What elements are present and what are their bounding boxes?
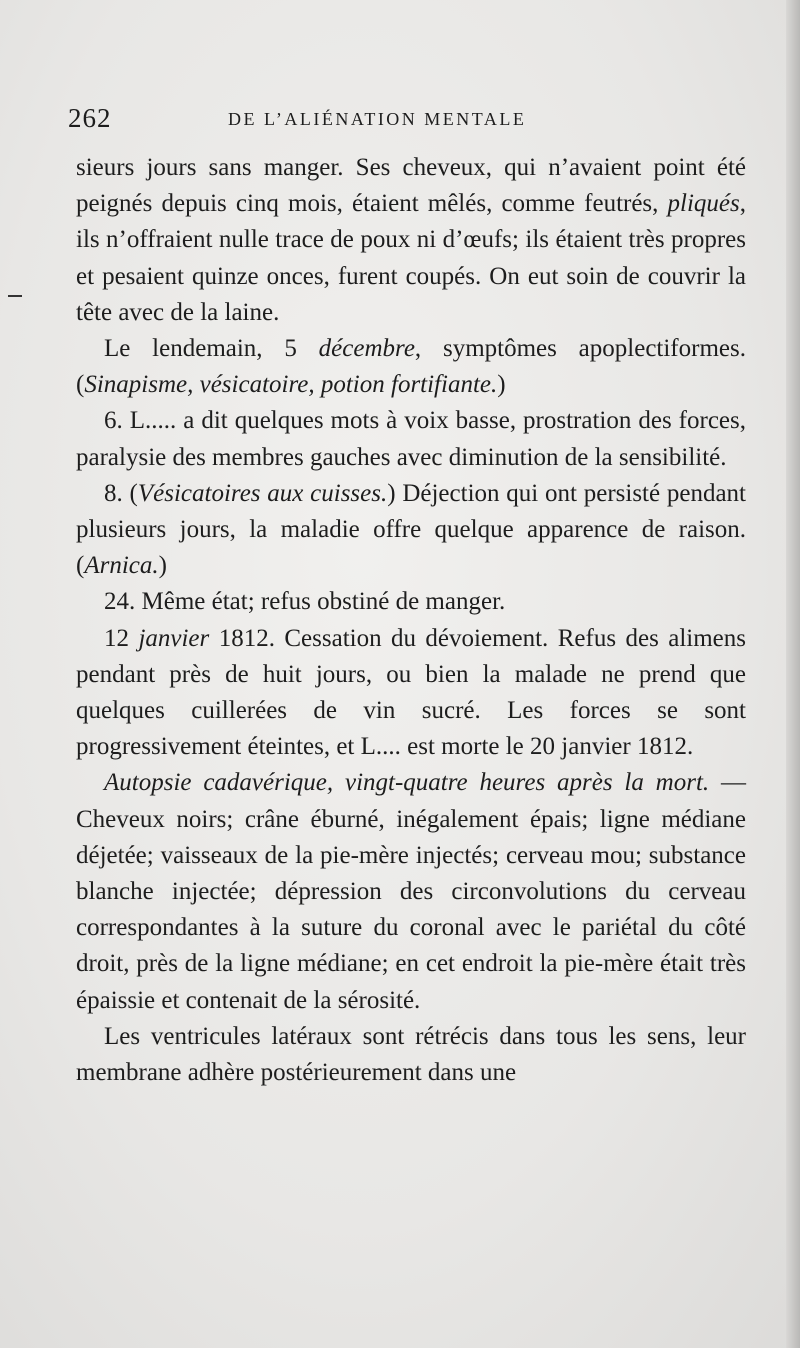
- paragraph-2: Le lendemain, 5 décembre, symptômes apoplectiformes. (Sinapisme, vésicatoire, potion fortifiante.): [76, 335, 746, 399]
- paragraph-6: 12 janvier 1812. Cessation du dévoiement. Refus des alimens pendant près de huit jours, ou bien la malade ne prend que quelques cuillerées de vin sucré. Les forces se sont progressivement éteintes, et L.... est morte le 20 janvier 1812.: [76, 624, 746, 761]
- paragraph-7: Autopsie cadavérique, vingt-quatre heures après la mort. — Cheveux noirs; crâne éburné, inégalement épais; ligne médiane déjetée; vaisseaux de la pie-mère injectés; cerveau mou; substance blanche injectée; dépression des circonvolutions du cerveau correspondantes à la suture du coronal avec le pariétal du côté droit, près de la ligne médiane; en cet endroit la pie-mère était très épaissie et contenait de la sérosité.: [76, 769, 747, 1014]
- running-head: DE L’ALIÉNATION MENTALE: [228, 109, 527, 129]
- paragraph-8: Les ventricules latéraux sont rétrécis dans tous les sens, leur membrane adhère postérieurement dans une: [76, 1022, 746, 1087]
- paragraph-4: 8. (Vésicatoires aux cuisses.) Déjection qui ont persisté pendant plusieurs jours, la maladie offre quelque apparence de raison. (Arnica.): [76, 479, 747, 580]
- page-edge: [786, 0, 800, 1348]
- margin-mark: [8, 295, 22, 297]
- page-number: 262: [68, 103, 112, 133]
- paragraph-1: sieurs jours sans manger. Ses cheveux, qui n’avaient point été peignés depuis cinq mois, étaient mêlés, comme feutrés, pliqués, ils n’offraient nulle trace de poux ni d’œufs; ils étaient très propres et pesaient quinze onces, furent coupés. On eut soin de couvrir la tête avec de la laine.: [76, 154, 746, 326]
- page-header: [68, 103, 740, 139]
- paragraph-5: 24. Même état; refus obstiné de manger.: [104, 588, 506, 616]
- paragraph-3: 6. L..... a dit quelques mots à voix basse, prostration des forces, paralysie des membres gauches avec diminution de la sensibilité.: [76, 407, 746, 471]
- body-text: [76, 150, 746, 1091]
